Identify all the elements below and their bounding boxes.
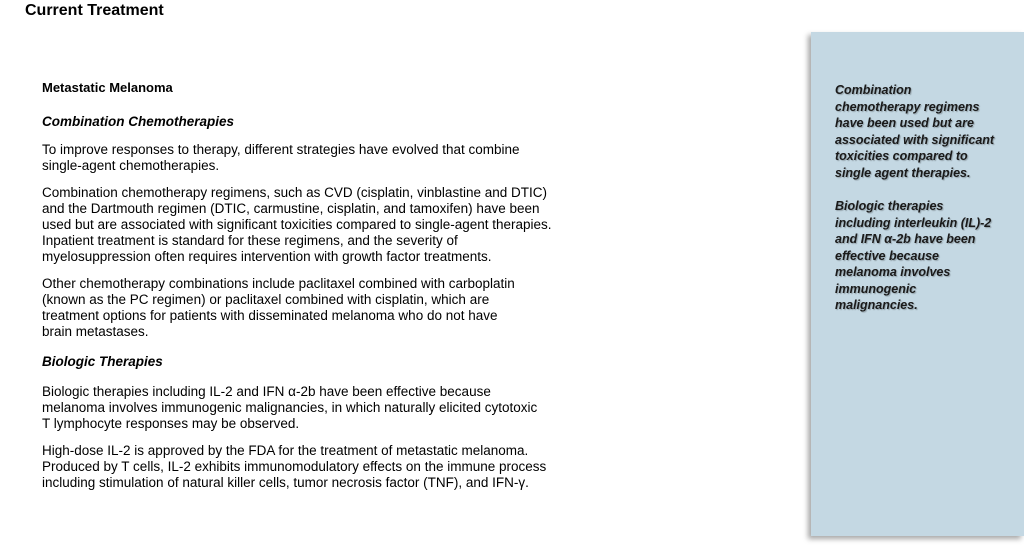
subheading-biologic-therapies: Biologic Therapies — [42, 354, 163, 369]
sidebar-line: immunogenic — [835, 281, 917, 296]
sidebar-line: and IFN α-2b have been — [835, 232, 976, 246]
text-line: Produced by T cells, IL-2 exhibits immunomodulatory effects on the immune process — [42, 459, 547, 474]
sidebar-note-combination — [835, 82, 1020, 181]
sidebar-line: chemotherapy regimens — [835, 99, 980, 114]
sidebar-note-biologic — [835, 198, 1020, 314]
subheading-combination-chemotherapies: Combination Chemotherapies — [42, 114, 235, 129]
sidebar-line: Combination — [835, 83, 912, 97]
sidebar-line: Biologic therapies — [835, 199, 944, 213]
sidebar-line: melanoma involves — [835, 265, 951, 279]
text-line: used but are associated with significant toxicities compared to single-agent therapies. — [42, 217, 552, 232]
text-line: T lymphocyte responses may be observed. — [42, 416, 300, 431]
text-line: treatment options for patients with disseminated melanoma who do not have — [42, 308, 498, 323]
sidebar-line: including interleukin (IL)-2 — [835, 215, 992, 230]
text-line: melanoma involves immunogenic malignancies, in which naturally elicited cytotoxic — [42, 400, 538, 415]
paragraph-biologic-effective — [42, 384, 602, 432]
text-line: Other chemotherapy combinations include paclitaxel combined with carboplatin — [42, 276, 515, 291]
text-line: brain metastases. — [42, 324, 149, 339]
text-line: Combination chemotherapy regimens, such as CVD (cisplatin, vinblastine and DTIC) — [42, 185, 547, 200]
sidebar-line: single agent therapies. — [835, 165, 971, 180]
text-line: myelosuppression often requires intervention with growth factor treatments. — [42, 249, 492, 264]
sidebar-line: toxicities compared to — [835, 149, 968, 163]
sidebar-line: associated with significant — [835, 132, 995, 147]
text-line: High-dose IL-2 is approved by the FDA for the treatment of metastatic melanoma. — [42, 443, 529, 458]
sidebar-line: malignancies. — [835, 298, 918, 312]
main-content — [42, 80, 602, 491]
text-line: Biologic therapies including IL-2 and IFN α-2b have been effective because — [42, 384, 491, 399]
key-points-sidebar — [811, 32, 1024, 536]
text-line: To improve responses to therapy, different strategies have evolved that combine — [42, 142, 520, 157]
paragraph-other-combinations — [42, 276, 602, 340]
page-title: Current Treatment — [25, 2, 164, 19]
text-line: including stimulation of natural killer cells, tumor necrosis factor (TNF), and IFN-γ. — [42, 475, 529, 490]
sidebar-line: have been used but are — [835, 116, 974, 130]
text-line: (known as the PC regimen) or paclitaxel combined with cisplatin, which are — [42, 292, 490, 307]
text-line: and the Dartmouth regimen (DTIC, carmustine, cisplatin, and tamoxifen) have been — [42, 201, 540, 216]
text-line: single-agent chemotherapies. — [42, 158, 220, 173]
paragraph-high-dose-il2 — [42, 443, 602, 491]
paragraph-combination-regimens — [42, 185, 602, 265]
sidebar-line: effective because — [835, 248, 939, 263]
section-title: Metastatic Melanoma — [42, 80, 173, 95]
paragraph-improve-responses — [42, 142, 602, 174]
text-line: Inpatient treatment is standard for these regimens, and the severity of — [42, 233, 458, 248]
